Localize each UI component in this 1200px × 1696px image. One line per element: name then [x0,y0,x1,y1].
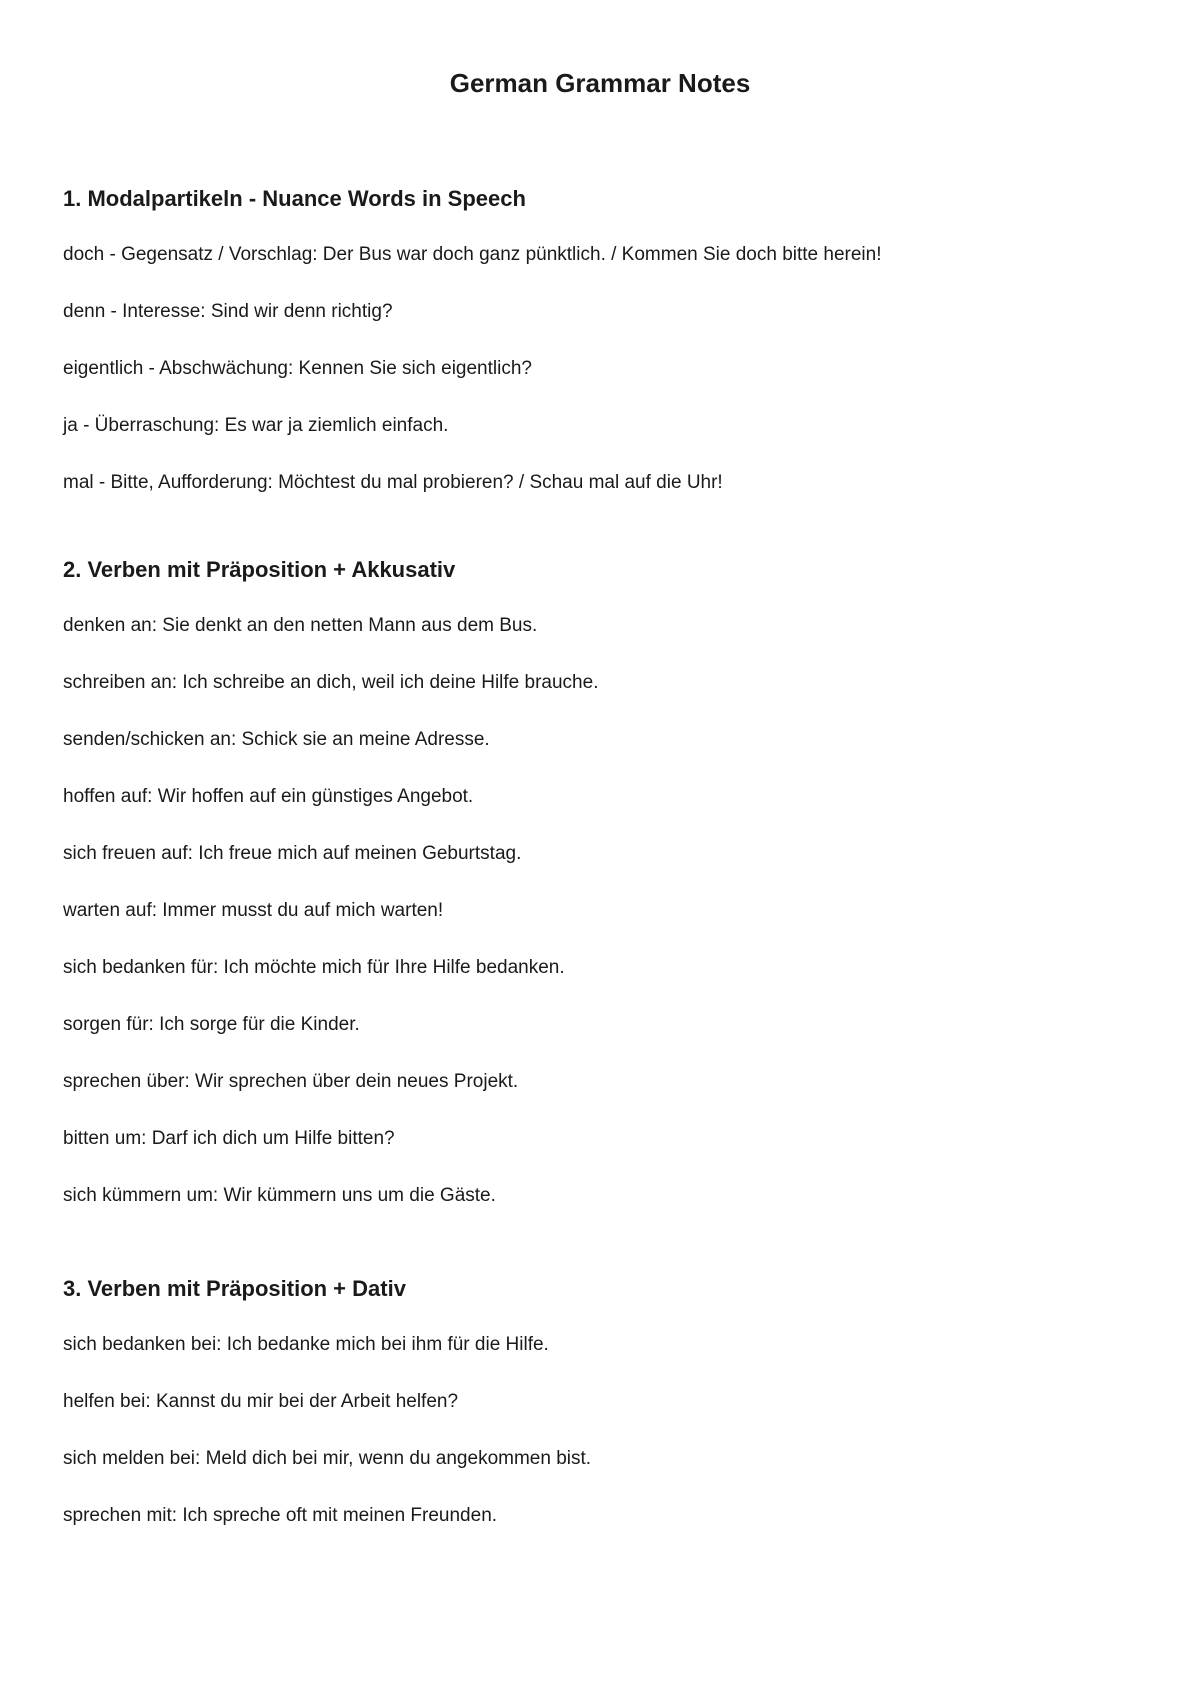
entry-sich-bedanken-fuer: sich bedanken für: Ich möchte mich für Ihre Hilfe bedanken. [63,957,565,978]
section-akkusativ [63,557,1143,1241]
entry-senden-schicken-an: senden/schicken an: Schick sie an meine Adresse. [63,729,490,750]
entry-hoffen-auf: hoffen auf: Wir hoffen auf ein günstiges Angebot. [63,786,474,807]
entry-sprechen-mit: sprechen mit: Ich spreche oft mit meinen Freunden. [63,1505,498,1526]
entry-warten-auf: warten auf: Immer musst du auf mich warten! [63,900,444,921]
section-modalpartikeln [63,186,1143,528]
section-heading: 1. Modalpartikeln - Nuance Words in Speech [63,186,526,211]
entry-denn: denn - Interesse: Sind wir denn richtig? [63,301,393,322]
entry-schreiben-an: schreiben an: Ich schreibe an dich, weil ich deine Hilfe brauche. [63,672,599,693]
entry-sich-kuemmern-um: sich kümmern um: Wir kümmern uns um die Gäste. [63,1185,496,1206]
entry-list [63,1333,1143,1528]
entry-sich-melden-bei: sich melden bei: Meld dich bei mir, wenn du angekommen bist. [63,1448,592,1469]
entry-list [63,614,1143,1208]
entry-helfen-bei: helfen bei: Kannst du mir bei der Arbeit helfen? [63,1391,459,1412]
entry-ja: ja - Überraschung: Es war ja ziemlich einfach. [63,415,449,436]
entry-eigentlich: eigentlich - Abschwächung: Kennen Sie sich eigentlich? [63,358,532,379]
entry-sorgen-fuer: sorgen für: Ich sorge für die Kinder. [63,1014,360,1035]
section-heading: 3. Verben mit Präposition + Dativ [63,1276,406,1301]
entry-sich-freuen-auf: sich freuen auf: Ich freue mich auf meinen Geburtstag. [63,843,522,864]
entry-sich-bedanken-bei: sich bedanken bei: Ich bedanke mich bei ihm für die Hilfe. [63,1334,549,1355]
entry-sprechen-ueber: sprechen über: Wir sprechen über dein neues Projekt. [63,1071,519,1092]
entry-list [63,243,1143,495]
entry-mal: mal - Bitte, Aufforderung: Möchtest du mal probieren? / Schau mal auf die Uhr! [63,472,723,493]
entry-bitten-um: bitten um: Darf ich dich um Hilfe bitten? [63,1128,395,1149]
section-dativ [63,1276,1143,1561]
page-title: German Grammar Notes [449,68,751,98]
entry-doch: doch - Gegensatz / Vorschlag: Der Bus war doch ganz pünktlich. / Kommen Sie doch bitte herein! [63,244,882,265]
entry-denken-an: denken an: Sie denkt an den netten Mann aus dem Bus. [63,615,538,636]
section-heading: 2. Verben mit Präposition + Akkusativ [63,557,456,582]
